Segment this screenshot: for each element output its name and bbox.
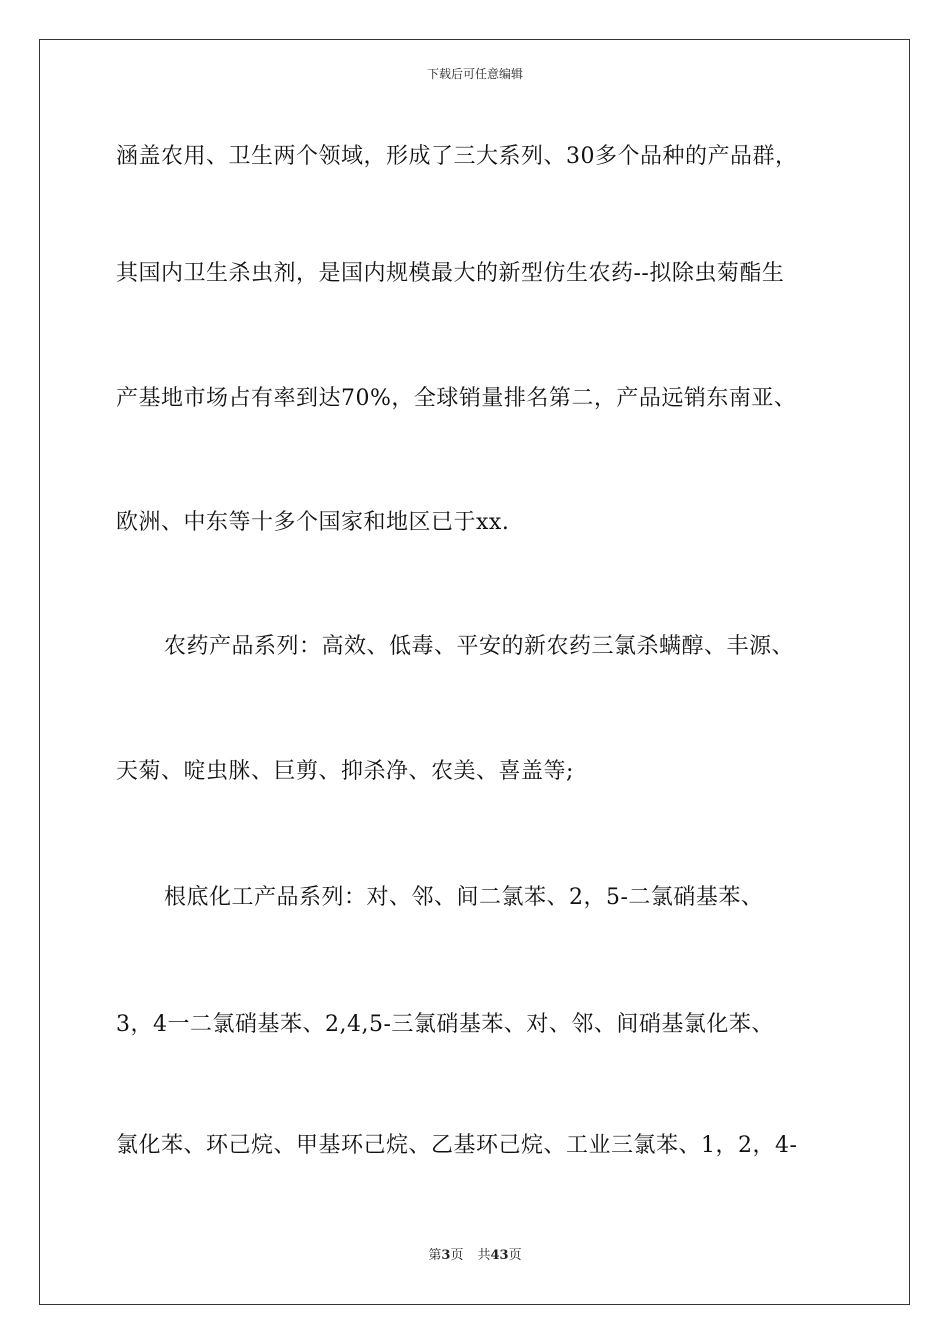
body-line-9: 氯化苯、环己烷、甲基环己烷、乙基环己烷、工业三氯苯、1，2，4- — [116, 1133, 798, 1158]
paragraph-pesticide-series: 农药产品系列：高效、低毒、平安的新农药三氯杀螨醇、丰源、 — [164, 634, 795, 659]
body-line-2: 其国内卫生杀虫剂，是国内规模最大的新型仿生农药--拟除虫菊酯生 — [116, 261, 785, 286]
total-unit: 页 — [508, 1248, 522, 1263]
page-prefix: 第 — [428, 1248, 442, 1263]
total-prefix: 共 — [477, 1248, 491, 1263]
body-line-8: 3，4一二氯硝基苯、2,4,5-三氯硝基苯、对、邻、间硝基氯化苯、 — [116, 1012, 774, 1037]
body-line-3: 产基地市场占有率到达70%，全球销量排名第二，产品远销东南亚、 — [116, 386, 797, 411]
body-line-1: 涵盖农用、卫生两个领域，形成了三大系列、30多个品种的产品群， — [116, 144, 798, 169]
page-border — [39, 39, 910, 1305]
header-note: 下载后可任意编辑 — [426, 67, 523, 81]
page-unit: 页 — [450, 1248, 464, 1263]
total-page-number: 43 — [490, 1248, 509, 1263]
paragraph-chemical-series: 根底化工产品系列：对、邻、间二氯苯、2，5-二氯硝基苯、 — [164, 885, 764, 910]
body-line-6: 天菊、啶虫脒、巨剪、抑杀净、农美、喜盖等; — [116, 759, 574, 784]
body-line-4: 欧洲、中东等十多个国家和地区已于xx. — [116, 510, 510, 535]
page-number-footer — [0, 1248, 950, 1264]
current-page-number: 3 — [441, 1248, 451, 1263]
